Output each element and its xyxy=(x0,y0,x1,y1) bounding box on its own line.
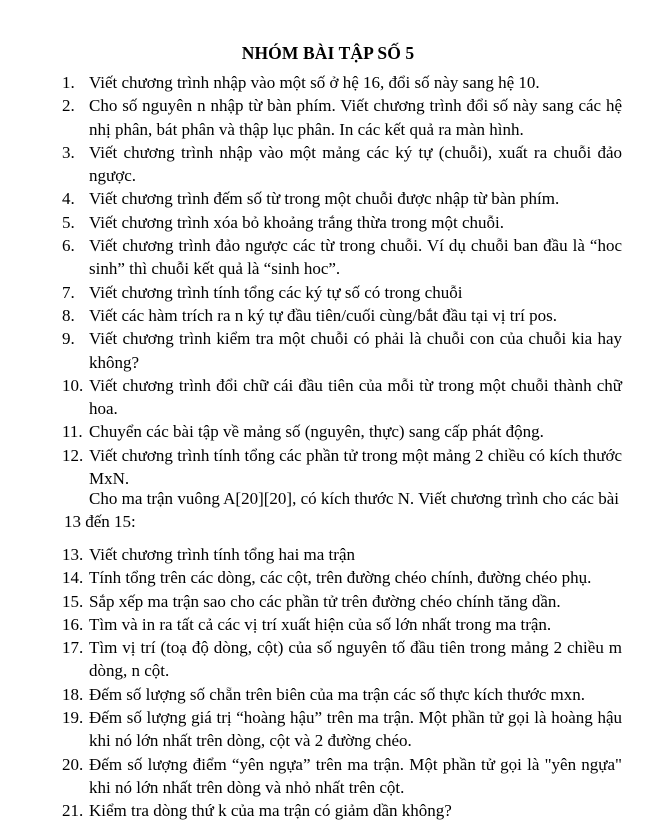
list-item xyxy=(62,706,622,753)
item-number: 6. xyxy=(62,236,75,256)
item-number: 1. xyxy=(62,73,75,92)
item-text: Viết các hàm trích ra n ký tự đầu tiên/cuối cùng/bắt đầu tại vị trí pos. xyxy=(89,305,557,325)
list-item xyxy=(62,327,622,374)
item-text: Viết chương trình đổi chữ cái đầu tiên của mỗi từ trong một chuỗi thành chữ hoa. xyxy=(89,375,622,419)
list-item xyxy=(62,566,622,589)
list-item xyxy=(62,234,622,281)
item-number: 14. xyxy=(62,568,84,588)
exercise-list-part-1 xyxy=(62,71,622,490)
item-number: 17. xyxy=(62,638,84,658)
exercise-list-part-2 xyxy=(62,543,622,823)
list-item xyxy=(62,374,622,421)
item-text: Viết chương trình đếm số từ trong một chuỗi được nhập từ bàn phím. xyxy=(89,189,560,209)
item-number: 7. xyxy=(62,282,75,302)
intro-paragraph: Cho ma trận vuông A[20][20], có kích thước N. Viết chương trình cho các bài 13 đến 15: xyxy=(64,489,619,532)
item-text: Viết chương trình đảo ngược các từ trong chuỗi. Ví dụ chuỗi ban đầu là “hoc sinh” thì chuỗi kết quả là “sinh hoc”. xyxy=(89,236,622,279)
list-item xyxy=(62,420,622,443)
item-number: 16. xyxy=(62,614,84,634)
item-number: 12. xyxy=(62,445,84,465)
item-number: 20. xyxy=(62,754,84,774)
item-text: Kiểm tra dòng thứ k của ma trận có giảm dần không? xyxy=(89,801,452,821)
item-number: 11. xyxy=(62,422,83,442)
item-text: Đếm số lượng số chẵn trên biên của ma trận các số thực kích thước mxn. xyxy=(89,684,585,704)
item-text: Đếm số lượng giá trị “hoàng hậu” trên ma trận. Một phần tử gọi là hoàng hậu khi nó lớn nhất trên dòng, cột và 2 đường chéo. xyxy=(89,708,622,751)
item-number: 8. xyxy=(62,305,75,325)
item-number: 4. xyxy=(62,189,75,209)
item-text: Viết chương trình nhập vào một số ở hệ 16, đổi số này sang hệ 10. xyxy=(89,73,540,92)
item-text: Đếm số lượng điểm “yên ngựa” trên ma trận. Một phần tử gọi là "yên ngựa" khi nó lớn nhất trên dòng và nhỏ nhất trên cột. xyxy=(89,754,622,797)
list-item xyxy=(62,94,622,141)
item-number: 5. xyxy=(62,212,75,232)
list-item xyxy=(62,543,622,566)
item-number: 10. xyxy=(62,375,84,395)
list-item xyxy=(62,141,622,188)
item-text: Viết chương trình xóa bỏ khoảng trắng thừa trong một chuỗi. xyxy=(89,212,504,232)
list-item xyxy=(62,71,622,94)
list-item xyxy=(62,613,622,636)
item-number: 18. xyxy=(62,684,84,704)
list-item xyxy=(62,753,622,800)
item-text: Viết chương trình tính tổng các phần tử trong một mảng 2 chiều có kích thước MxN. xyxy=(89,445,622,489)
item-text: Viết chương trình tính tổng hai ma trận xyxy=(89,545,355,564)
list-item xyxy=(62,590,622,613)
item-number: 19. xyxy=(62,708,84,728)
item-text: Tính tổng trên các dòng, các cột, trên đường chéo chính, đường chéo phụ. xyxy=(89,568,592,588)
list-item xyxy=(62,281,622,304)
item-number: 2. xyxy=(62,96,75,116)
item-text: Tìm vị trí (toạ độ dòng, cột) của số nguyên tố đầu tiên trong mảng 2 chiều m dòng, n cột. xyxy=(89,638,622,681)
item-text: Viết chương trình nhập vào một mảng các ký tự (chuỗi), xuất ra chuỗi đảo ngược. xyxy=(89,142,622,186)
item-text: Viết chương trình tính tổng các ký tự số có trong chuỗi xyxy=(89,282,463,302)
item-text: Cho số nguyên n nhập từ bàn phím. Viết chương trình đổi số này sang các hệ nhị phân, bát phân và thập lục phân. In các kết quả ra màn hình. xyxy=(89,96,622,139)
item-text: Sắp xếp ma trận sao cho các phần tử trên đường chéo chính tăng dần. xyxy=(89,591,561,611)
item-text: Viết chương trình kiểm tra một chuỗi có phải là chuỗi con của chuỗi kia hay không? xyxy=(89,329,622,372)
list-item xyxy=(62,211,622,234)
item-number: 15. xyxy=(62,591,84,611)
item-text: Tìm và in ra tất cả các vị trí xuất hiện của số lớn nhất trong ma trận. xyxy=(89,614,552,634)
item-number: 9. xyxy=(62,329,75,349)
item-number: 3. xyxy=(62,142,75,162)
list-item xyxy=(62,187,622,210)
page-title: NHÓM BÀI TẬP SỐ 5 xyxy=(241,43,415,63)
item-number: 21. xyxy=(62,801,84,821)
list-item xyxy=(62,683,622,706)
list-item xyxy=(62,799,622,822)
list-item xyxy=(62,304,622,327)
list-item xyxy=(62,636,622,683)
item-number: 13. xyxy=(62,545,84,564)
item-text: Chuyển các bài tập về mảng số (nguyên, thực) sang cấp phát động. xyxy=(89,422,544,442)
list-item xyxy=(62,444,622,491)
